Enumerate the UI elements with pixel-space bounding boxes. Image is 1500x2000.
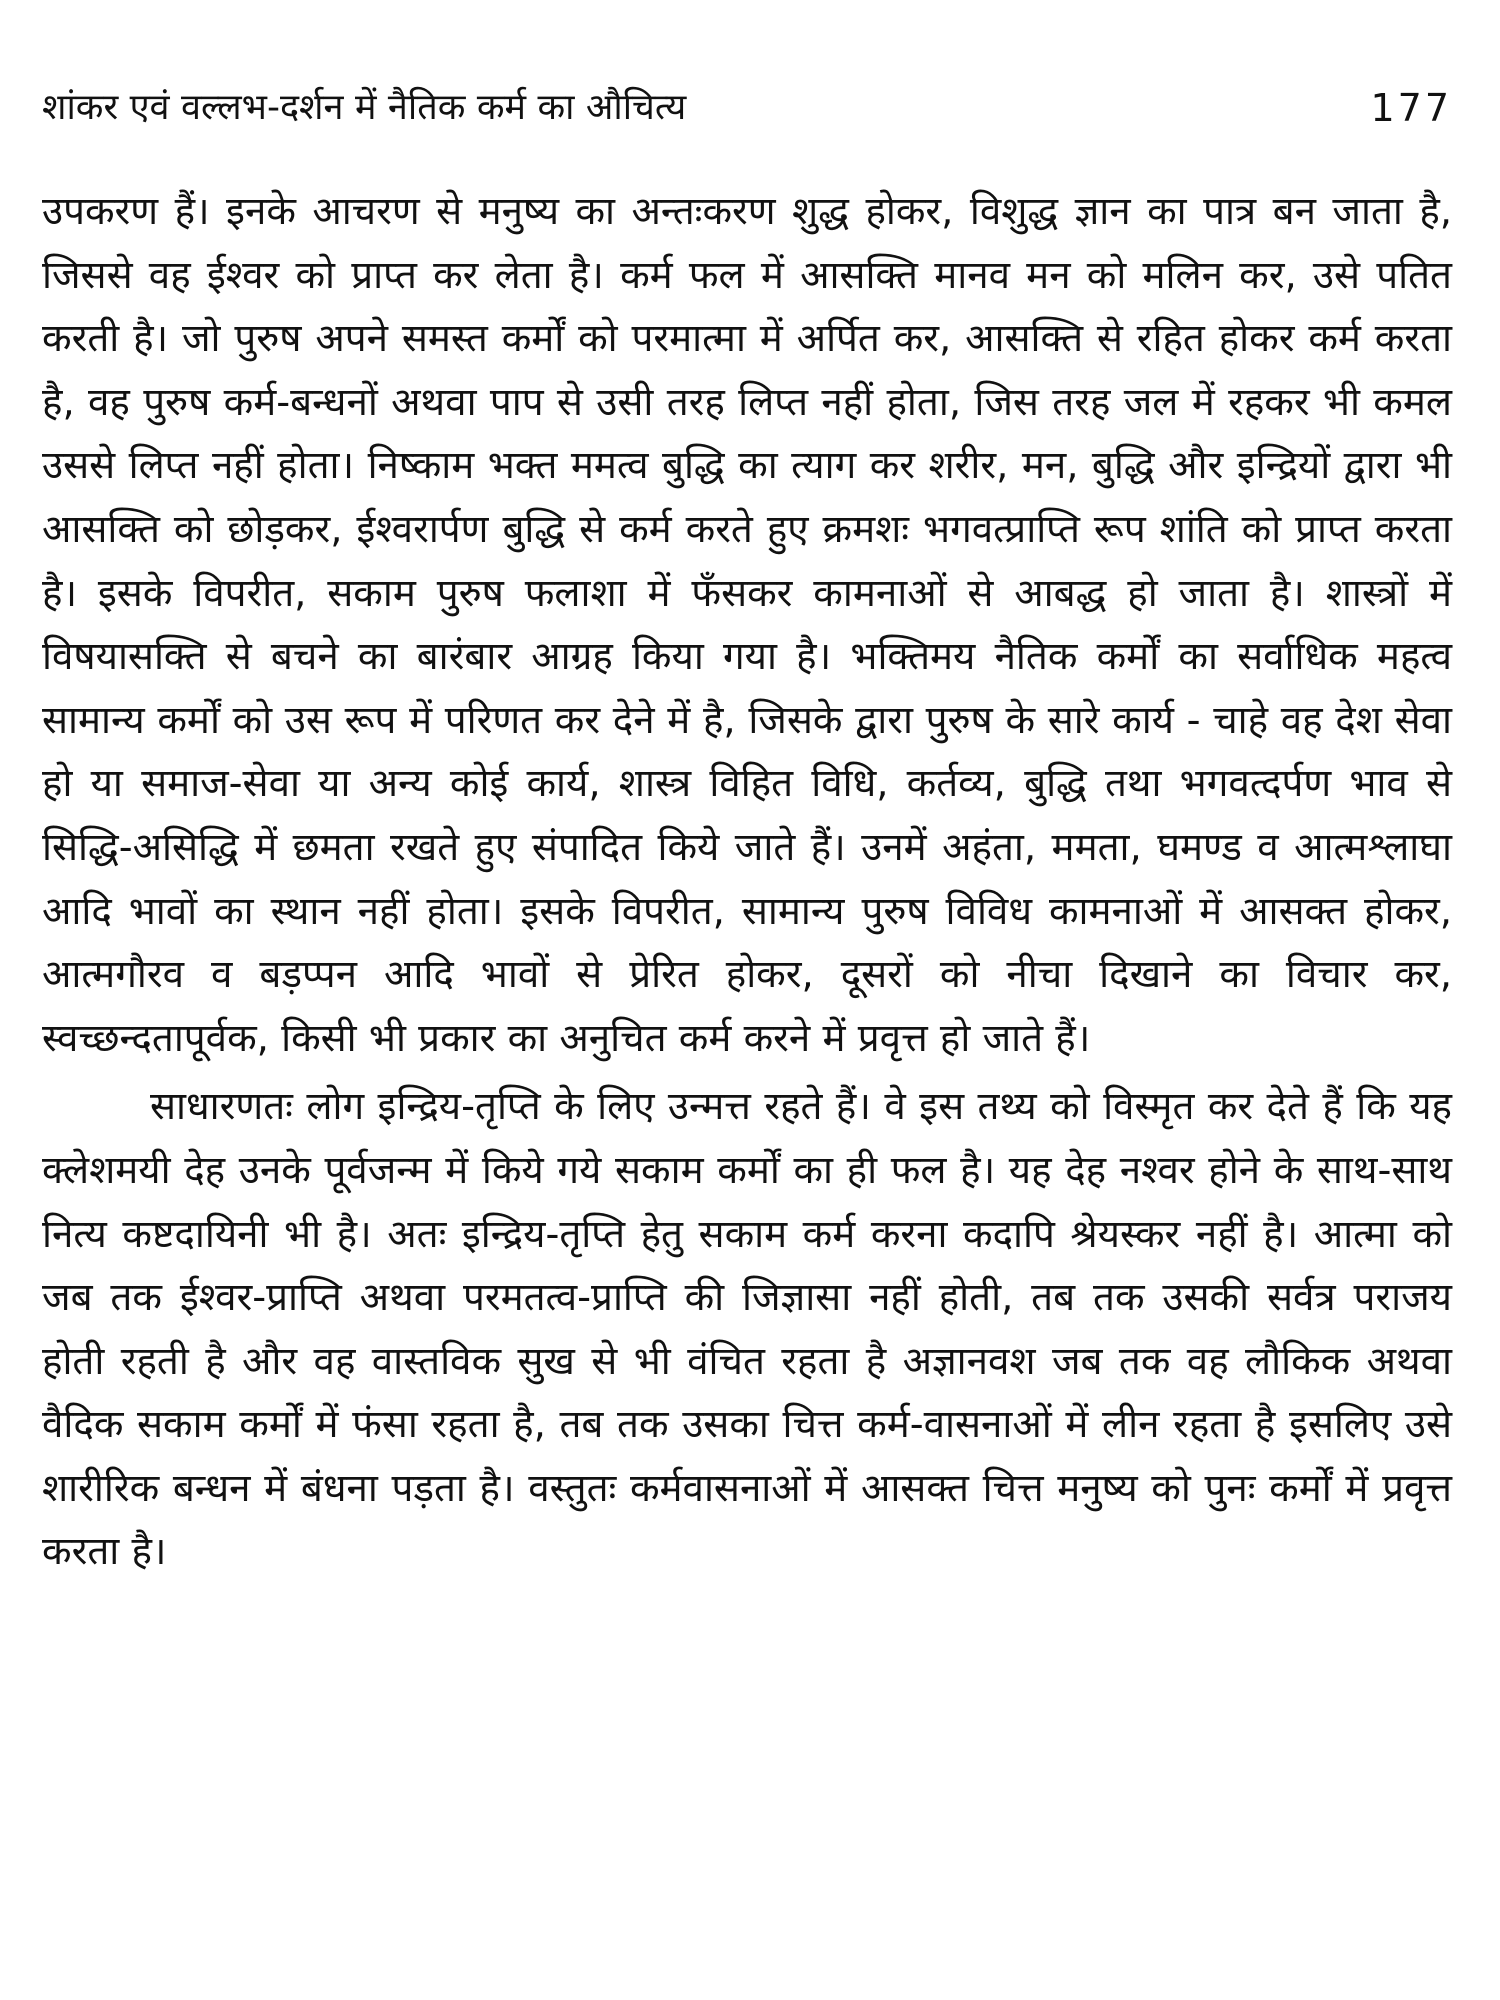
body-text: [42, 180, 1452, 1940]
page-number: 177: [1370, 86, 1452, 130]
paragraph-1: उपकरण हैं। इनके आचरण से मनुष्य का अन्तःकरण शुद्ध होकर, विशुद्ध ज्ञान का पात्र बन जाता है, जिससे वह ईश्वर को प्राप्त कर लेता है। कर्म फल में आसक्ति मानव मन को मलिन कर, उसे पतित करती है। जो पुरुष अपने समस्त कर्मों को परमात्मा में अर्पित कर, आसक्ति से रहित होकर कर्म करता है, वह पुरुष कर्म-बन्धनों अथवा पाप से उसी तरह लिप्त नहीं होता, जिस तरह जल में रहकर भी कमल उससे लिप्त नहीं होता। निष्काम भक्त ममत्व बुद्धि का त्याग कर शरीर, मन, बुद्धि और इन्द्रियों द्वारा भी आसक्ति को छोड़कर, ईश्वरार्पण बुद्धि से कर्म करते हुए क्रमशः भगवत्प्राप्ति रूप शांति को प्राप्त करता है। इसके विपरीत, सकाम पुरुष फलाशा में फँसकर कामनाओं से आबद्ध हो जाता है। शास्त्रों में विषयासक्ति से बचने का बारंबार आग्रह किया गया है। भक्तिमय नैतिक कर्मों का सर्वाधिक महत्व सामान्य कर्मों को उस रूप में परिणत कर देने में है, जिसके द्वारा पुरुष के सारे कार्य - चाहे वह देश सेवा हो या समाज-सेवा या अन्य कोई कार्य, शास्त्र विहित विधि, कर्तव्य, बुद्धि तथा भगवत्दर्पण भाव से सिद्धि-असिद्धि में छमता रखते हुए संपादित किये जाते हैं। उनमें अहंता, ममता, घमण्ड व आत्मश्लाघा आदि भावों का स्थान नहीं होता। इसके विपरीत, सामान्य पुरुष विविध कामनाओं में आसक्त होकर, आत्मगौरव व बड़प्पन आदि भावों से प्रेरित होकर, दूसरों को नीचा दिखाने का विचार कर, स्वच्छन्दतापूर्वक, किसी भी प्रकार का अनुचित कर्म करने में प्रवृत्त हो जाते हैं।: [42, 189, 1452, 1061]
running-title: शांकर एवं वल्लभ-दर्शन में नैतिक कर्म का औचित्य: [42, 87, 687, 128]
page-header: [42, 82, 1452, 142]
paragraph-2: साधारणतः लोग इन्द्रिय-तृप्ति के लिए उन्मत्त रहते हैं। वे इस तथ्य को विस्मृत कर देते हैं कि यह क्लेशमयी देह उनके पूर्वजन्म में किये गये सकाम कर्मों का ही फल है। यह देह नश्वर होने के साथ-साथ नित्य कष्टदायिनी भी है। अतः इन्द्रिय-तृप्ति हेतु सकाम कर्म करना कदापि श्रेयस्कर नहीं है। आत्मा को जब तक ईश्वर-प्राप्ति अथवा परमतत्व-प्राप्ति की जिज्ञासा नहीं होती, तब तक उसकी सर्वत्र पराजय होती रहती है और वह वास्तविक सुख से भी वंचित रहता है अज्ञानवश जब तक वह लौकिक अथवा वैदिक सकाम कर्मों में फंसा रहता है, तब तक उसका चित्त कर्म-वासनाओं में लीन रहता है इसलिए उसे शारीरिक बन्धन में बंधना पड़ता है। वस्तुतः कर्मवासनाओं में आसक्त चित्त मनुष्य को पुनः कर्मों में प्रवृत्त करता है।: [42, 1084, 1452, 1575]
